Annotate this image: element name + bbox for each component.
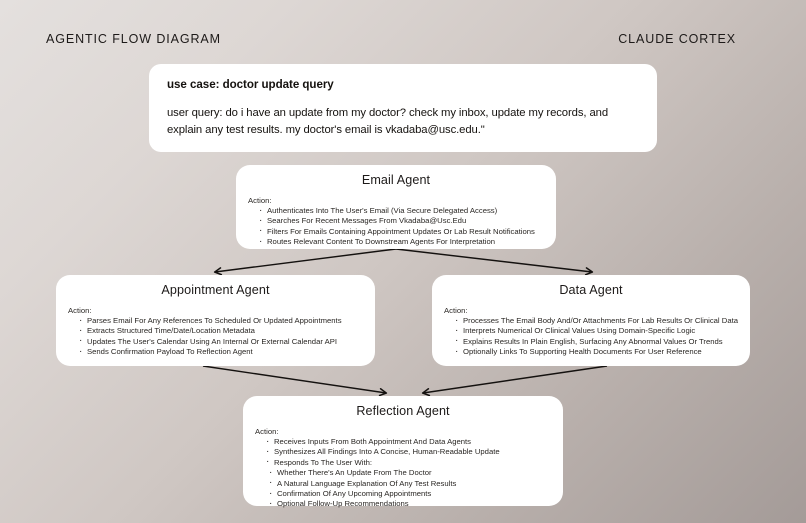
node-title-reflection-agent: Reflection Agent xyxy=(356,404,450,418)
brand-label: CLAUDE CORTEX xyxy=(618,32,736,46)
list-item: · Sends Confirmation Payload To Reflection Agent xyxy=(79,347,367,357)
list-item: · Authenticates Into The User's Email (Via Secure Delegated Access) xyxy=(259,206,548,216)
use-case-title: use case: doctor update query xyxy=(167,78,334,91)
list-item: · A Natural Language Explanation Of Any Test Results xyxy=(269,479,555,489)
node-email-agent[interactable] xyxy=(236,165,556,249)
list-item: · Optional Follow-Up Recommendations xyxy=(269,499,555,509)
node-title-data-agent: Data Agent xyxy=(559,283,623,297)
list-item: · Responds To The User With: xyxy=(266,458,555,468)
arrow-email-to-appointment xyxy=(215,249,396,272)
node-reflection-agent[interactable] xyxy=(243,396,563,509)
list-item: · Interprets Numerical Or Clinical Values Using Domain-Specific Logic xyxy=(455,326,742,336)
action-list-appointment-agent xyxy=(68,316,367,358)
action-list-data-agent xyxy=(444,316,742,358)
list-item: · Routes Relevant Content To Downstream Agents For Interpretation xyxy=(259,237,548,247)
action-list-email-agent xyxy=(248,206,548,248)
node-data-agent[interactable] xyxy=(432,275,750,366)
list-item: · Whether There's An Update From The Doctor xyxy=(269,468,555,478)
arrow-email-to-data xyxy=(396,249,592,272)
list-item: · Synthesizes All Findings Into A Concise, Human-Readable Update xyxy=(266,447,555,457)
list-item: · Receives Inputs From Both Appointment And Data Agents xyxy=(266,437,555,447)
node-title-appointment-agent: Appointment Agent xyxy=(161,283,270,297)
response-sub-list-reflection-agent xyxy=(255,468,555,510)
list-item: · Updates The User's Calendar Using An Internal Or External Calendar API xyxy=(79,337,367,347)
diagram-title: AGENTIC FLOW DIAGRAM xyxy=(46,32,221,46)
list-item: · Parses Email For Any References To Scheduled Or Updated Appointments xyxy=(79,316,367,326)
list-item: · Confirmation Of Any Upcoming Appointments xyxy=(269,489,555,499)
use-case-card xyxy=(149,64,657,152)
list-item: · Explains Results In Plain English, Surfacing Any Abnormal Values Or Trends xyxy=(455,337,742,347)
action-label-email-agent: Action: xyxy=(248,196,272,205)
use-case-query-text: user query: do i have an update from my doctor? check my inbox, update my records, and explain any test results. my doctor's email is vkadaba@usc.edu." xyxy=(167,107,608,136)
list-item: · Processes The Email Body And/Or Attachments For Lab Results Or Clinical Data xyxy=(455,316,742,326)
action-label-reflection-agent: Action: xyxy=(255,427,279,436)
node-appointment-agent[interactable] xyxy=(56,275,375,366)
list-item: · Filters For Emails Containing Appointment Updates Or Lab Result Notifications xyxy=(259,227,548,237)
list-item: · Extracts Structured Time/Date/Location Metadata xyxy=(79,326,367,336)
action-label-data-agent: Action: xyxy=(444,306,468,315)
list-item: · Optionally Links To Supporting Health Documents For User Reference xyxy=(455,347,742,357)
node-title-email-agent: Email Agent xyxy=(361,173,431,187)
arrow-appointment-to-reflection xyxy=(203,366,386,393)
list-item: · Searches For Recent Messages From Vkadaba@Usc.Edu xyxy=(259,216,548,226)
action-list-reflection-agent xyxy=(255,437,555,468)
action-label-appointment-agent: Action: xyxy=(68,306,92,315)
arrow-data-to-reflection xyxy=(423,366,607,393)
